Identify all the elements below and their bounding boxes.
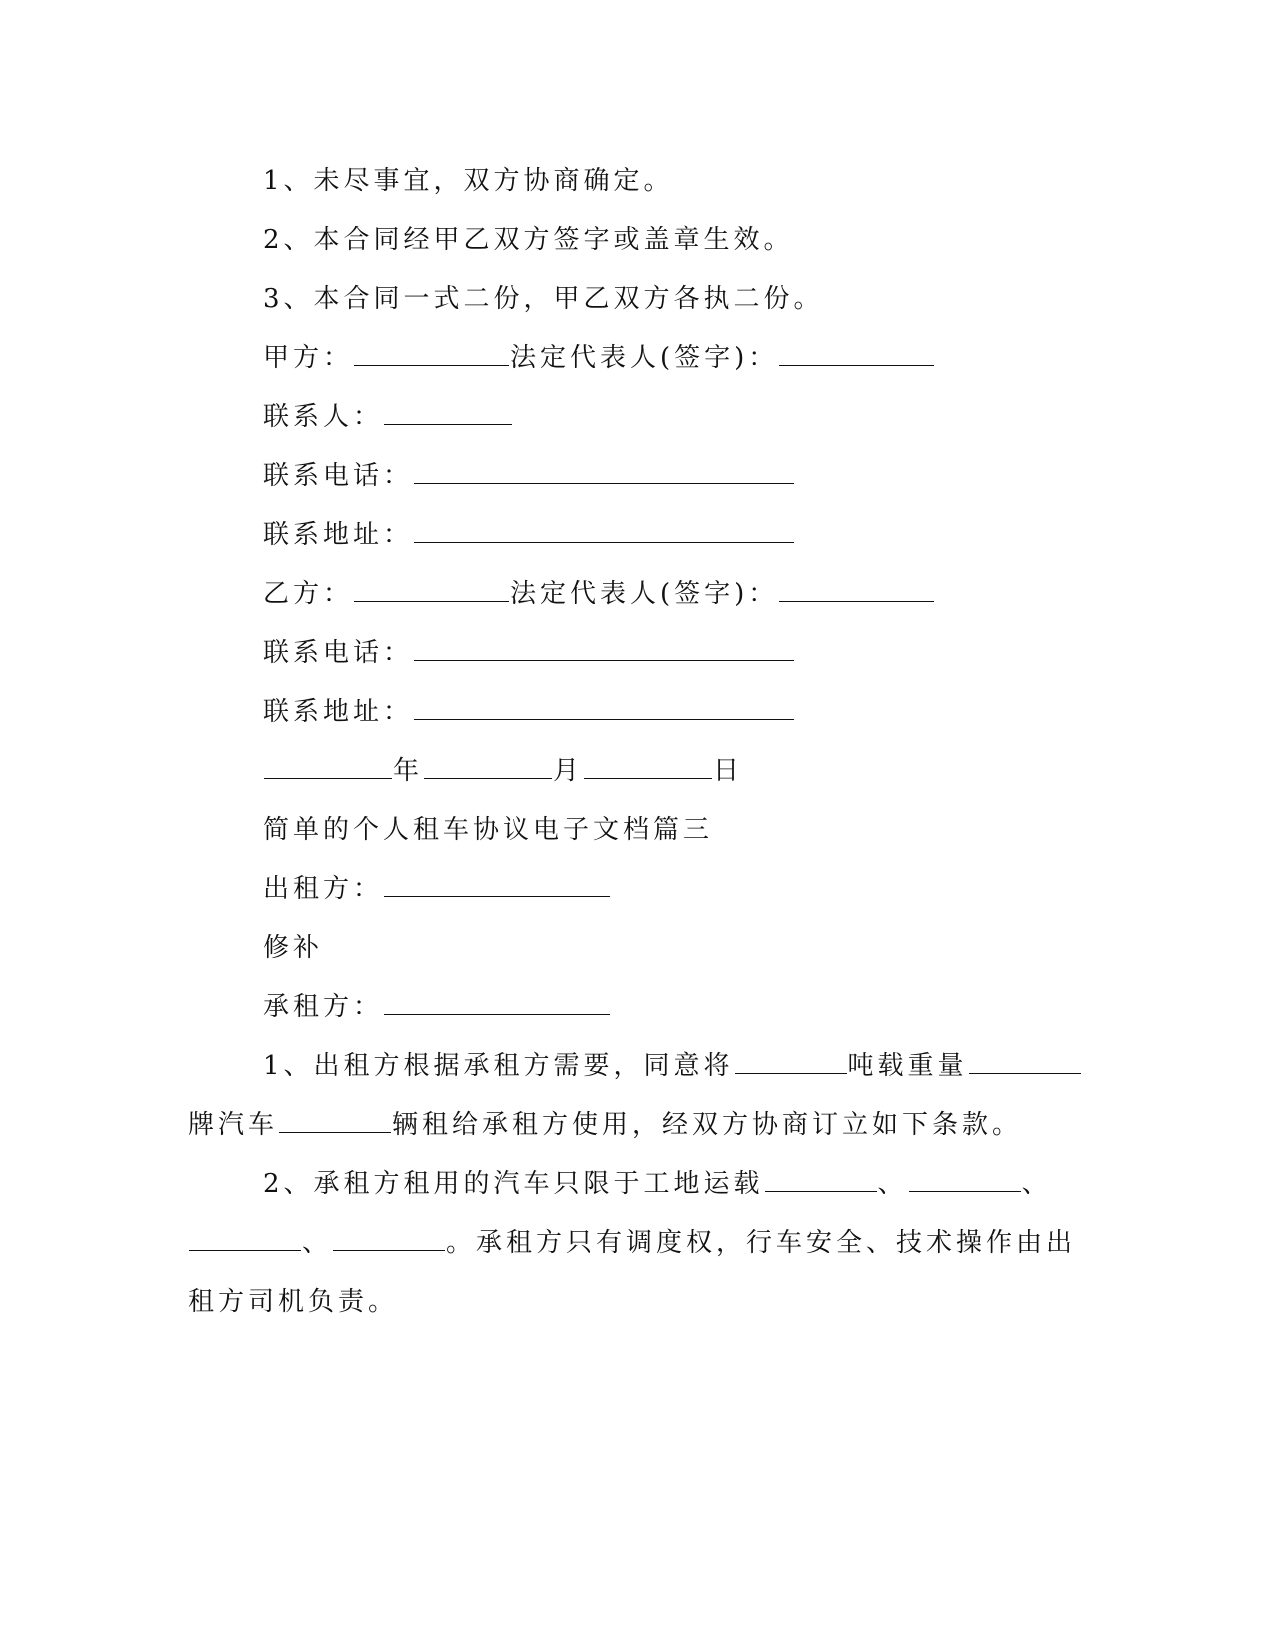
contact-phone-blank bbox=[414, 459, 794, 484]
contact-address-blank bbox=[414, 518, 794, 543]
year-blank bbox=[264, 754, 392, 779]
lessee-line bbox=[263, 989, 611, 1025]
lessee-label: 承租方： bbox=[263, 992, 384, 1022]
lessor-label: 出租方： bbox=[263, 874, 384, 904]
contact-person-label: 联系人： bbox=[263, 402, 384, 432]
contact-address-line-b bbox=[263, 694, 795, 730]
clause-2-line-2 bbox=[188, 1225, 1076, 1261]
month-blank bbox=[424, 754, 552, 779]
party-b-label: 乙方： bbox=[263, 579, 354, 609]
brand-blank bbox=[969, 1049, 1081, 1074]
party-b-blank bbox=[354, 577, 509, 602]
clause-2-line-3: 租方司机负责。 bbox=[188, 1287, 399, 1317]
lessor-line bbox=[263, 871, 611, 907]
cargo-blank-3 bbox=[189, 1226, 301, 1251]
legal-rep-blank bbox=[779, 341, 934, 366]
tonnage-blank bbox=[735, 1049, 847, 1074]
party-a-blank bbox=[354, 341, 509, 366]
cargo-blank-4 bbox=[333, 1226, 445, 1251]
contact-phone-label: 联系电话： bbox=[263, 638, 414, 668]
section-title: 简单的个人租车协议电子文档篇三 bbox=[263, 815, 714, 845]
contact-person-line bbox=[263, 399, 513, 435]
contact-phone-line-a bbox=[263, 458, 795, 494]
contact-phone-label: 联系电话： bbox=[263, 461, 414, 491]
date-line bbox=[263, 753, 743, 789]
day-blank bbox=[584, 754, 712, 779]
clause-2-text-a: 2、承租方租用的汽车只限于工地运载 bbox=[263, 1169, 764, 1199]
clause-1-line-1 bbox=[263, 1048, 1082, 1084]
clause-2-separator: 、 bbox=[302, 1228, 333, 1258]
legal-rep-blank bbox=[779, 577, 934, 602]
party-a-label: 甲方： bbox=[263, 343, 354, 373]
contact-address-label: 联系地址： bbox=[263, 697, 414, 727]
clause-1-text-d: 辆租给承租方使用，经双方协商订立如下条款。 bbox=[392, 1110, 1023, 1140]
note-text: 修补 bbox=[263, 933, 324, 963]
year-label: 年 bbox=[393, 756, 424, 786]
clause-2-line-1 bbox=[263, 1166, 1052, 1202]
party-b-line bbox=[263, 576, 935, 612]
item-1: 1、未尽事宜，双方协商确定。 bbox=[263, 166, 674, 196]
day-label: 日 bbox=[713, 756, 744, 786]
contact-address-blank bbox=[414, 695, 794, 720]
party-a-line bbox=[263, 340, 935, 376]
vehicle-count-blank bbox=[279, 1108, 391, 1133]
item-2: 2、本合同经甲乙双方签字或盖章生效。 bbox=[263, 225, 794, 255]
contact-person-blank bbox=[384, 400, 512, 425]
contact-phone-line-b bbox=[263, 635, 795, 671]
item-3: 3、本合同一式二份，甲乙双方各执二份。 bbox=[263, 284, 824, 314]
contact-address-label: 联系地址： bbox=[263, 520, 414, 550]
cargo-blank-1 bbox=[765, 1167, 877, 1192]
lessor-blank bbox=[384, 872, 610, 897]
clause-1-text-b: 吨载重量 bbox=[847, 1051, 968, 1081]
clause-2-separator: 、 bbox=[877, 1169, 908, 1199]
clause-2-text-b: 。承租方只有调度权，行车安全、技术操作由出 bbox=[446, 1228, 1077, 1258]
clause-2-separator: 、 bbox=[1021, 1169, 1052, 1199]
cargo-blank-2 bbox=[909, 1167, 1021, 1192]
clause-1-text-c: 牌汽车 bbox=[188, 1110, 279, 1140]
clause-1-line-2 bbox=[188, 1107, 1022, 1143]
lessee-blank bbox=[384, 990, 610, 1015]
month-label: 月 bbox=[553, 756, 584, 786]
legal-rep-label: 法定代表人(签字)： bbox=[510, 343, 779, 373]
contact-phone-blank bbox=[414, 636, 794, 661]
clause-1-text-a: 1、出租方根据承租方需要，同意将 bbox=[263, 1051, 734, 1081]
contact-address-line-a bbox=[263, 517, 795, 553]
legal-rep-label: 法定代表人(签字)： bbox=[510, 579, 779, 609]
